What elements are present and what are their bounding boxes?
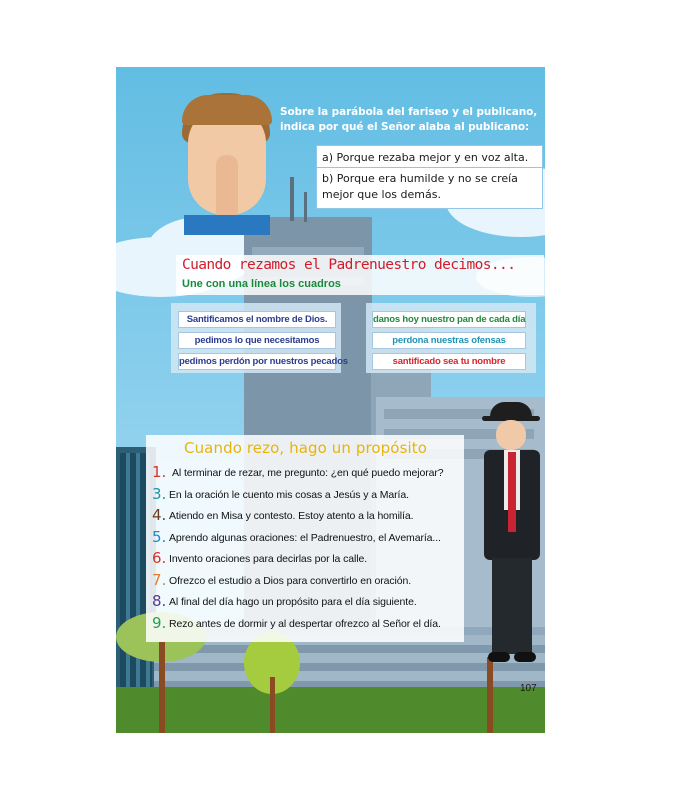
grass: [116, 687, 545, 733]
proposito-item: [152, 592, 472, 615]
proposito-item-number: 3.: [152, 484, 167, 503]
proposito-item-text: Al final del día hago un propósito para el día siguiente.: [169, 596, 417, 608]
question-prompt-line1: Sobre la parábola del fariseo y el publicano,: [280, 106, 538, 118]
proposito-item: [152, 570, 472, 594]
tree-trunk-mid: [270, 677, 275, 733]
match-left-3[interactable]: pedimos perdón por nuestros pecados: [178, 353, 336, 370]
proposito-item-text: Aprendo algunas oraciones: el Padrenuestro, el Avemaría...: [169, 531, 441, 544]
proposito-item: [152, 613, 472, 637]
proposito-item: [152, 506, 472, 529]
proposito-item-text: Ofrezco el estudio a Dios para convertirlo en oración.: [169, 574, 412, 587]
padrenuestro-title: Cuando rezamos el Padrenuestro decimos...: [182, 257, 516, 273]
answer-option-b-text: [322, 171, 518, 203]
proposito-item-text: En la oración le cuento mis cosas a Jesús y a María.: [169, 488, 409, 501]
boy-with-hat-illustration: [476, 402, 545, 672]
proposito-item: [152, 463, 472, 486]
answer-option-b-line1: b) Porque era humilde y no se creía: [322, 172, 518, 185]
proposito-item-number: 6.: [152, 549, 167, 567]
proposito-list: [148, 463, 468, 636]
match-right-3[interactable]: santificado sea tu nombre: [372, 353, 526, 370]
match-right-2[interactable]: perdona nuestras ofensas: [372, 332, 526, 349]
book-page: [116, 67, 545, 733]
proposito-item-text: Invento oraciones para decirlas por la calle.: [169, 553, 368, 565]
proposito-item-text: Al terminar de rezar, me pregunto: ¿en qué puedo mejorar?: [172, 467, 444, 479]
proposito-item-number: 8.: [152, 592, 167, 610]
padrenuestro-subtitle: Une con una línea los cuadros: [182, 278, 341, 290]
match-right-1[interactable]: danos hoy nuestro pan de cada día: [372, 311, 526, 328]
proposito-item-text: Atiendo en Misa y contesto. Estoy atento a la homilía.: [169, 510, 414, 522]
proposito-item-number: 5.: [152, 527, 167, 546]
tree-trunk-left: [159, 642, 165, 733]
boy-praying-illustration: [158, 85, 286, 235]
proposito-title: Cuando rezo, hago un propósito: [184, 439, 428, 457]
page-number: 107: [520, 683, 537, 694]
proposito-item: [152, 527, 472, 551]
proposito-item-number: 4.: [152, 506, 167, 524]
answer-option-a-text: a) Porque rezaba mejor y en voz alta.: [322, 151, 529, 164]
proposito-item: [152, 484, 472, 508]
proposito-item-number: 7.: [152, 570, 167, 589]
proposito-item-number: 1.: [152, 463, 167, 481]
question-prompt-line2: indica por qué el Señor alaba al publicano:: [280, 121, 530, 133]
match-left-1[interactable]: Santificamos el nombre de Dios.: [178, 311, 336, 328]
question-prompt: [280, 105, 540, 139]
answer-option-b-line2: mejor que los demás.: [322, 188, 441, 201]
proposito-item: [152, 549, 472, 572]
proposito-item-number: 9.: [152, 613, 167, 632]
match-left-2[interactable]: pedimos lo que necesitamos: [178, 332, 336, 349]
proposito-item-text: Rezo antes de dormir y al despertar ofrezco al Señor el día.: [169, 617, 441, 630]
